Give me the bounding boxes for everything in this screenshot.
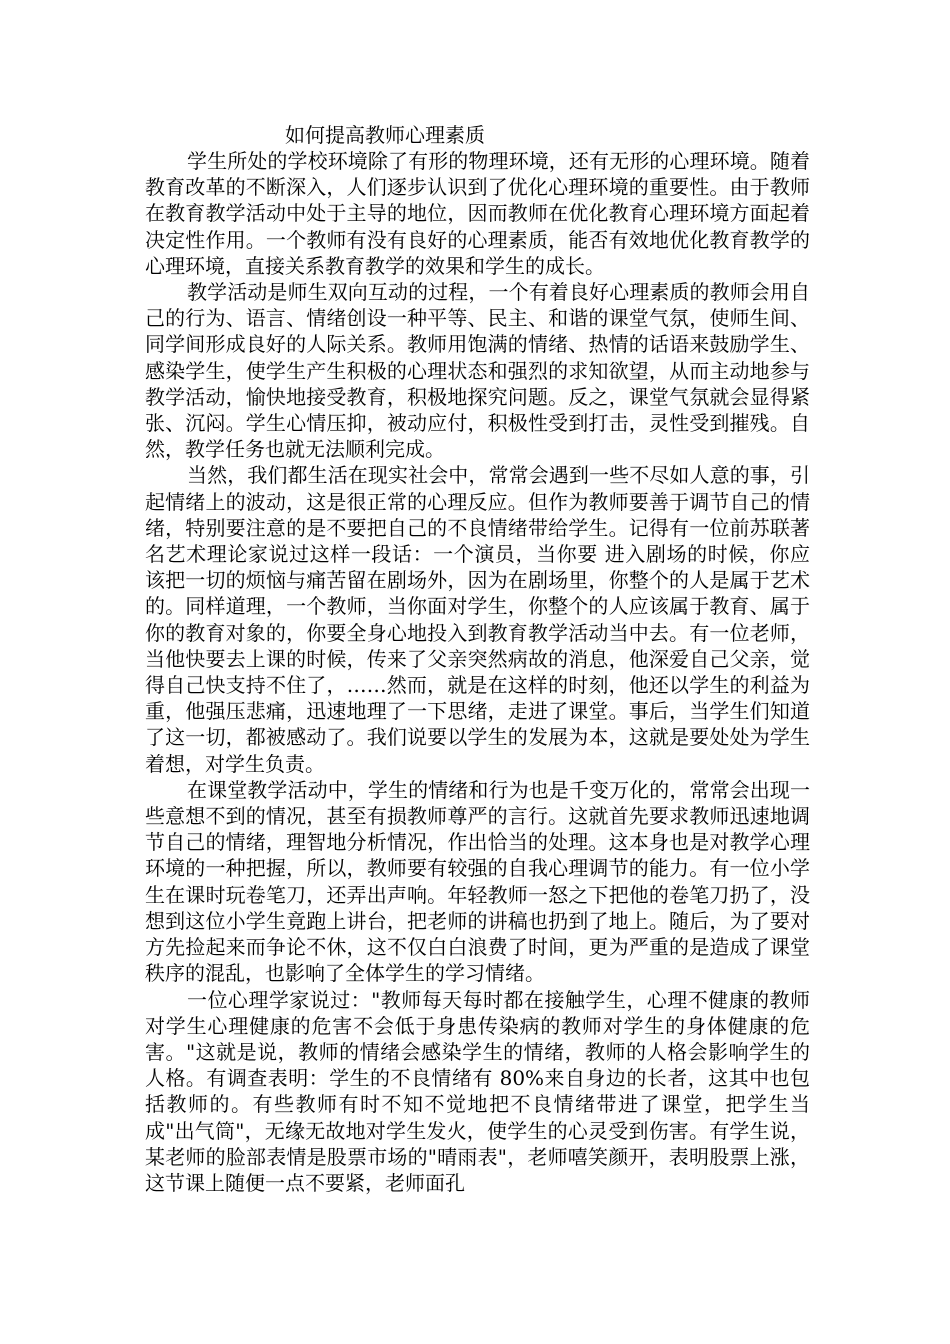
paragraph: 当然，我们都生活在现实社会中，常常会遇到一些不尽如人意的事，引起情绪上的波动，这是很正常的心理反应。但作为教师要善于调节自己的情绪，特别要注意的是不要把自己的不良情绪带给学生。记得有一位前苏联著名艺术理论家说过这样一段话：一个演员，当你要 进入剧场的时候，你应该把一切的烦恼与痛苦留在剧场外，因为在剧场里，你整个的人是属于艺术的。同样道理，一个教师，当你面对学生，你整个的人应该属于教育、属于你的教育对象的，你要全身心地投入到教育教学活动当中去。有一位老师，当他快要去上课的时候，传来了父亲突然病故的消息，他深爱自己父亲，觉得自己快支持不住了，……然而，就是在这样的时刻，他还以学生的利益为重，他强压悲痛，迅速地理了一下思绪，走进了课堂。事后，当学生们知道了这一切，都被感动了。我们说要以学生的发展为本，这就是要处处为学生着想，对学生负责。: [145, 463, 810, 776]
paragraph: 一位心理学家说过："教师每天每时都在接触学生，心理不健康的教师对学生心理健康的危害不会低于身患传染病的教师对学生的身体健康的危害。"这就是说，教师的情绪会感染学生的情绪，教师的人格会影响学生的人格。有调查表明：学生的不良情绪有 80%来自身边的长者，这其中也包括教师的。有些教师有时不知不觉地把不良情绪带进了课堂，把学生当成"出气筒"，无缘无故地对学生发火，使学生的心灵受到伤害。有学生说，某老师的脸部表情是股票市场的"晴雨表"，老师嘻笑颜开，表明股票上涨，这节课上随便一点不要紧，老师面孔: [145, 987, 810, 1195]
paragraph: 教学活动是师生双向互动的过程，一个有着良好心理素质的教师会用自己的行为、语言、情绪创设一种平等、民主、和谐的课堂气氛，使师生间、同学间形成良好的人际关系。教师用饱满的情绪、热情的话语来鼓励学生、感染学生，使学生产生积极的心理状态和强烈的求知欲望，从而主动地参与教学活动，愉快地接受教育，积极地探究问题。反之，课堂气氛就会显得紧张、沉闷。学生心情压抑，被动应付，积极性受到打击，灵性受到摧残。自然，教学任务也就无法顺利完成。: [145, 280, 810, 462]
paragraph: 在课堂教学活动中，学生的情绪和行为也是千变万化的，常常会出现一些意想不到的情况，甚至有损教师尊严的言行。这就首先要求教师迅速地调节自己的情绪，理智地分析情况，作出恰当的处理。这本身也是对教学心理环境的一种把握，所以，教师要有较强的自我心理调节的能力。有一位小学生在课时玩卷笔刀，还弄出声响。年轻教师一怒之下把他的卷笔刀扔了，没想到这位小学生竟跑上讲台，把老师的讲稿也扔到了地上。随后，为了要对方先捡起来而争论不休，这不仅白白浪费了时间，更为严重的是造成了课堂秩序的混乱，也影响了全体学生的学习情绪。: [145, 777, 810, 986]
paragraph: 学生所处的学校环境除了有形的物理环境，还有无形的心理环境。随着教育改革的不断深入，人们逐步认识到了优化心理环境的重要性。由于教师在教育教学活动中处于主导的地位，因而教师在优化教育心理环境方面起着决定性作用。一个教师有没有良好的心理素质，能否有效地优化教育教学的心理环境，直接关系教育教学的效果和学生的成长。: [145, 149, 810, 278]
document-body: [145, 122, 810, 1196]
document-title: 如何提高教师心理素质: [285, 123, 485, 147]
